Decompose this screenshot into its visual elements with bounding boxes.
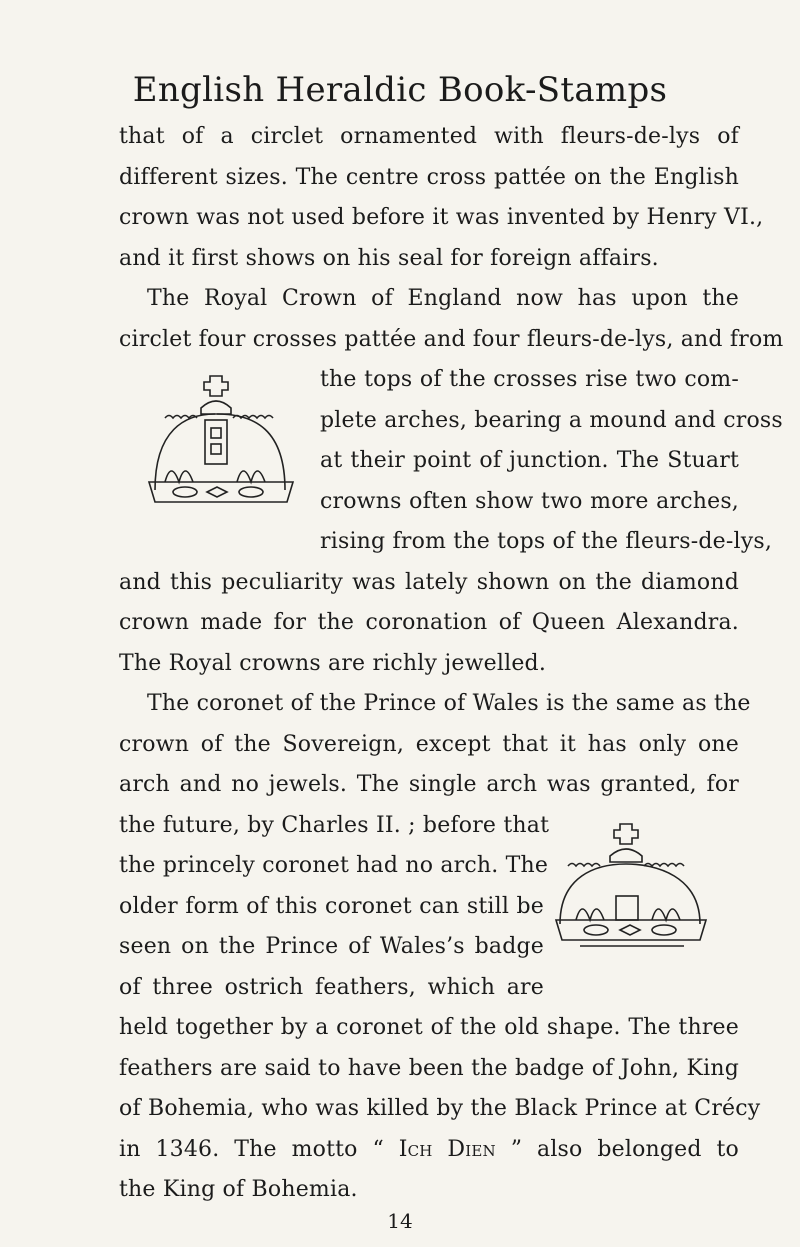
beading xyxy=(568,864,600,867)
text-line: The Royal Crown of England now has upon the xyxy=(147,286,739,311)
text-line: different sizes. The centre cross pattée on the English xyxy=(119,165,739,190)
text-line: The Royal crowns are richly jewelled. xyxy=(119,651,547,676)
text-line: crown made for the coronation of Queen Alexandra. xyxy=(119,610,739,635)
text-fragment: in 1346. The motto “ xyxy=(119,1137,399,1162)
cross-panel xyxy=(616,896,638,920)
text-line: The coronet of the Prince of Wales is the same as the xyxy=(147,691,751,716)
text-line: of three ostrich feathers, which are xyxy=(119,975,544,1000)
fleur-de-lys-icon xyxy=(576,909,604,920)
circlet xyxy=(556,920,706,940)
jewel xyxy=(211,444,221,454)
mound-icon xyxy=(201,401,231,414)
fleur-de-lys-icon xyxy=(237,471,265,482)
jewel xyxy=(620,925,640,935)
beading xyxy=(233,416,273,419)
text-line: the princely coronet had no arch. The xyxy=(119,853,549,878)
text-line: crown of the Sovereign, except that it has only one xyxy=(119,732,739,757)
text-line: at their point of junction. The Stuart xyxy=(320,448,739,473)
jewel xyxy=(211,428,221,438)
text-line: of Bohemia, who was killed by the Black Prince at Crécy xyxy=(119,1096,761,1121)
royal-crown-icon xyxy=(125,370,310,505)
text-line: older form of this coronet can still be xyxy=(119,894,544,919)
jewel xyxy=(173,487,197,497)
motto: Ich Dien xyxy=(398,1137,496,1162)
running-title: English Heraldic Book-Stamps xyxy=(132,70,668,110)
cross-pattee-icon xyxy=(204,376,228,396)
prince-of-wales-coronet-icon xyxy=(540,820,722,950)
fleur-de-lys-icon xyxy=(652,909,680,920)
text-line: crown was not used before it was invented by Henry VI., xyxy=(119,205,764,230)
jewel xyxy=(652,925,676,935)
text-line: feathers are said to have been the badge of John, King xyxy=(119,1056,739,1081)
text-line: and this peculiarity was lately shown on the diamond xyxy=(119,570,739,595)
text-line: crowns often show two more arches, xyxy=(320,489,739,514)
text-line: the future, by Charles II. ; before that xyxy=(119,813,550,838)
fleur-de-lys-icon xyxy=(165,471,193,482)
text-line: and it first shows on his seal for foreign affairs. xyxy=(119,246,659,271)
text-fragment: ” also belonged to xyxy=(495,1137,739,1162)
text-line: arch and no jewels. The single arch was granted, for xyxy=(119,772,739,797)
arch xyxy=(560,864,700,924)
jewel xyxy=(207,487,227,497)
cross-pattee-icon xyxy=(614,824,638,844)
jewel xyxy=(239,487,263,497)
text-line: plete arches, bearing a mound and cross xyxy=(320,408,783,433)
text-line: the King of Bohemia. xyxy=(119,1177,358,1202)
cross-panel xyxy=(205,420,227,464)
text-line xyxy=(119,1136,739,1164)
page-number: 14 xyxy=(387,1209,413,1233)
text-line: seen on the Prince of Wales’s badge xyxy=(119,934,544,959)
text-line: rising from the tops of the fleurs-de-lys, xyxy=(320,529,773,554)
arch-left xyxy=(155,414,215,490)
circlet xyxy=(149,482,293,502)
mound-icon xyxy=(610,849,642,862)
jewel xyxy=(584,925,608,935)
text-line: held together by a coronet of the old shape. The three xyxy=(119,1015,739,1040)
text-line: that of a circlet ornamented with fleurs-de-lys of xyxy=(119,124,739,149)
text-line: the tops of the crosses rise two com- xyxy=(320,367,739,392)
beading xyxy=(644,864,684,867)
text-line: circlet four crosses pattée and four fleurs-de-lys, and from xyxy=(119,327,784,352)
